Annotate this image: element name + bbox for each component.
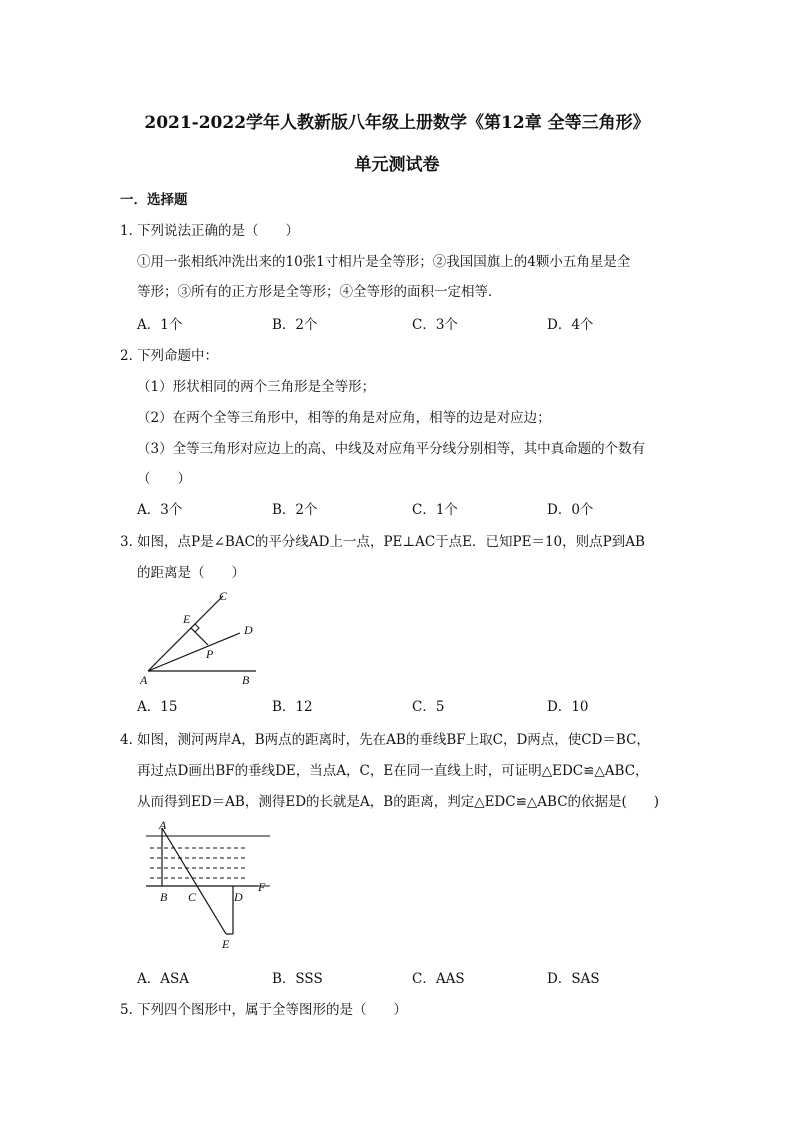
q4-option-c[interactable]: C．AAS <box>412 971 465 987</box>
q3-option-a[interactable]: A．15 <box>137 699 178 715</box>
q3-option-c[interactable]: C．5 <box>412 699 445 715</box>
q4-label-d: D <box>234 890 243 904</box>
q3-angle-bisector-figure <box>136 585 266 689</box>
q2-number: 2． <box>120 348 143 364</box>
q1-body-line: ①用一张相纸冲洗出来的10张1寸相片是全等形；②我国国旗上的4颗小五角星是全 <box>137 254 631 270</box>
q2-option-b[interactable]: B．2个 <box>272 502 318 518</box>
q2-option-d[interactable]: D．0个 <box>547 502 594 518</box>
q4-label-e: E <box>222 937 230 951</box>
q4-label-c: C <box>188 890 197 904</box>
q3-label-d: D <box>244 623 253 637</box>
title-line-1: 2021-2022学年人教新版八年级上册数学《第12章 全等三角形》 <box>144 113 650 133</box>
q3-number: 3． <box>120 534 143 550</box>
q1-option-c[interactable]: C．3个 <box>412 317 458 333</box>
q4-stem: 如图，测河两岸A，B两点的距离时，先在AB的垂线BF上取C，D两点，使CD＝BC， <box>137 732 650 748</box>
q2-body-line: （2）在两个全等三角形中，相等的角是对应角，相等的边是对应边； <box>137 410 551 426</box>
q2-body-line: （1）形状相同的两个三角形是全等形； <box>137 379 376 395</box>
q3-label-c: C <box>219 589 228 603</box>
q3-label-p: P <box>206 647 214 661</box>
q2-option-c[interactable]: C．1个 <box>412 502 458 518</box>
q1-stem: 下列说法正确的是（ ） <box>137 223 299 239</box>
q1-option-a[interactable]: A．1个 <box>137 317 183 333</box>
q1-option-b[interactable]: B．2个 <box>272 317 318 333</box>
q4-label-b: B <box>160 890 168 904</box>
q4-option-b[interactable]: B．SSS <box>272 971 323 987</box>
section-heading: 一．选择题 <box>120 192 188 208</box>
q2-body-line: （3）全等三角形对应边上的高、中线及对应角平分线分别相等，其中真命题的个数有 <box>137 441 646 457</box>
q3-label-e: E <box>183 612 191 626</box>
q1-body-line: 等形；③所有的正方形是全等形；④全等形的面积一定相等． <box>137 284 502 300</box>
q3-option-b[interactable]: B．12 <box>272 699 313 715</box>
q1-option-d[interactable]: D．4个 <box>547 317 594 333</box>
q3-label-a: A <box>140 673 148 687</box>
q3-label-b: B <box>242 673 250 687</box>
q4-option-a[interactable]: A．ASA <box>137 971 189 987</box>
q3-option-d[interactable]: D．10 <box>547 699 589 715</box>
q2-body-line: （ ） <box>137 471 191 487</box>
q4-label-f: F <box>258 880 266 894</box>
q4-label-a: A <box>159 820 167 832</box>
title-line-2: 单元测试卷 <box>354 155 440 175</box>
q4-option-d[interactable]: D．SAS <box>547 971 600 987</box>
q1-number: 1． <box>120 223 143 239</box>
q3-body-line: 的距离是（ ） <box>137 565 245 581</box>
q4-body-line: 再过点D画出BF的垂线DE，当点A，C，E在同一直线上时，可证明△EDC≌△ABC， <box>137 763 649 779</box>
q5-stem: 下列四个图形中，属于全等图形的是（ ） <box>137 1002 407 1018</box>
q3-stem: 如图，点P是∠BAC的平分线AD上一点，PE⊥AC于点E．已知PE＝10，则点P到AB <box>137 534 645 550</box>
q2-stem: 下列命题中： <box>137 348 218 364</box>
q4-river-figure <box>138 820 278 954</box>
q2-option-a[interactable]: A．3个 <box>137 502 183 518</box>
q4-body-line: 从而得到ED＝AB，测得ED的长就是A，B的距离，判定△EDC≌△ABC的依据是( ) <box>137 794 660 810</box>
q4-number: 4． <box>120 732 143 748</box>
q5-number: 5． <box>120 1002 143 1018</box>
